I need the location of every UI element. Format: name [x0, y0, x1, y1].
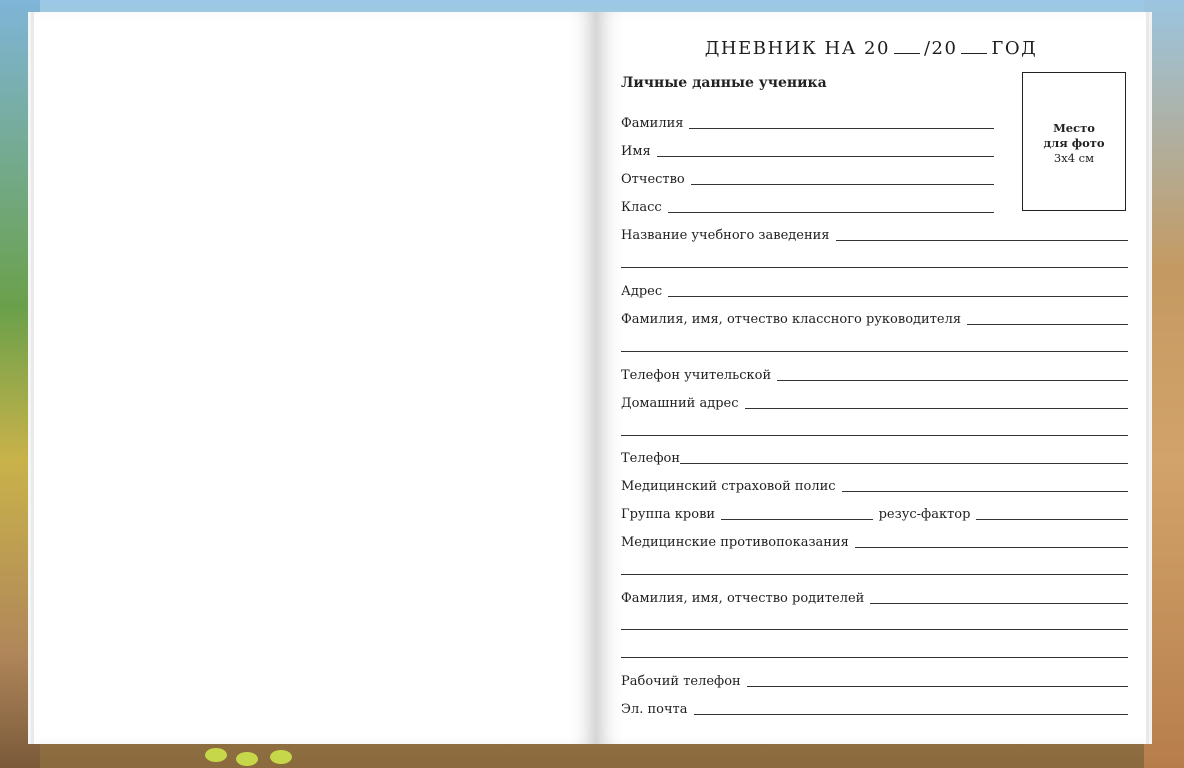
fill-line [668, 295, 1128, 297]
field-label: Медицинские противопоказания [621, 535, 849, 550]
fill-line [689, 127, 994, 129]
field-home-address[interactable] [621, 392, 1128, 412]
title-suffix: ГОД [991, 38, 1038, 59]
photo-label: для фото [1043, 136, 1105, 150]
fill-line [747, 685, 1128, 687]
field-work-phone[interactable] [621, 670, 1128, 690]
fill-line [668, 211, 994, 213]
left-page [34, 12, 596, 744]
fill-line[interactable] [621, 574, 1128, 575]
photo-label: Место [1053, 121, 1095, 135]
page-title [596, 38, 1146, 59]
field-label: Медицинский страховой полис [621, 479, 836, 494]
field-staff-phone[interactable] [621, 364, 1128, 384]
field-label: Фамилия, имя, отчество родителей [621, 591, 865, 606]
photo-box [1022, 72, 1126, 211]
field-patronymic[interactable] [621, 168, 994, 188]
field-label: Название учебного заведения [621, 228, 830, 243]
fill-line [842, 490, 1128, 492]
fill-line[interactable] [621, 267, 1128, 268]
field-class-teacher[interactable] [621, 308, 1128, 328]
section-title: Личные данные ученика [621, 75, 827, 91]
fill-line[interactable] [621, 351, 1128, 352]
fill-line [967, 323, 1128, 325]
fill-line [680, 462, 1128, 464]
title-mid: /20 [923, 38, 958, 59]
field-label: Телефон [621, 451, 680, 466]
field-phone[interactable] [621, 447, 1128, 467]
field-address[interactable] [621, 280, 1128, 300]
field-blood[interactable] [621, 503, 1128, 523]
flower-decoration [205, 748, 227, 762]
field-label: Адрес [621, 284, 663, 299]
field-label: Домашний адрес [621, 396, 739, 411]
field-label: Класс [621, 200, 662, 215]
field-label: Телефон учительской [621, 368, 772, 383]
fill-line [870, 602, 1128, 604]
fill-line[interactable] [621, 657, 1128, 658]
fill-line[interactable] [621, 435, 1128, 436]
fill-line [657, 155, 994, 157]
field-school[interactable] [621, 224, 1128, 244]
flower-decoration [270, 750, 292, 764]
fill-line [855, 546, 1128, 548]
field-surname[interactable] [621, 112, 994, 132]
fill-line[interactable] [621, 629, 1128, 630]
field-contraindications[interactable] [621, 531, 1128, 551]
field-label: Отчество [621, 172, 685, 187]
field-parents[interactable] [621, 587, 1128, 607]
flower-decoration [236, 752, 258, 766]
fill-line [745, 407, 1128, 409]
field-label: Рабочий телефон [621, 674, 741, 689]
field-label: Фамилия, имя, отчество классного руководителя [621, 312, 962, 327]
field-insurance[interactable] [621, 475, 1128, 495]
fill-line [976, 518, 1128, 520]
photo-size: 3х4 см [1053, 151, 1095, 165]
field-name[interactable] [621, 140, 994, 160]
fill-line [836, 239, 1128, 241]
field-label: Фамилия [621, 116, 684, 131]
field-email[interactable] [621, 698, 1128, 718]
background-right-edge [1144, 0, 1184, 768]
title-year-blank [894, 53, 920, 54]
title-year-blank [961, 53, 987, 54]
field-label: Имя [621, 144, 651, 159]
field-class[interactable] [621, 196, 994, 216]
fill-line [694, 713, 1129, 715]
fill-line [777, 379, 1128, 381]
field-label: Группа крови [621, 507, 716, 522]
fill-line [691, 183, 994, 185]
fill-line [721, 518, 873, 520]
field-label: Эл. почта [621, 702, 688, 717]
field-label: резус-фактор [878, 507, 971, 522]
title-prefix: ДНЕВНИК НА 20 [704, 38, 890, 59]
